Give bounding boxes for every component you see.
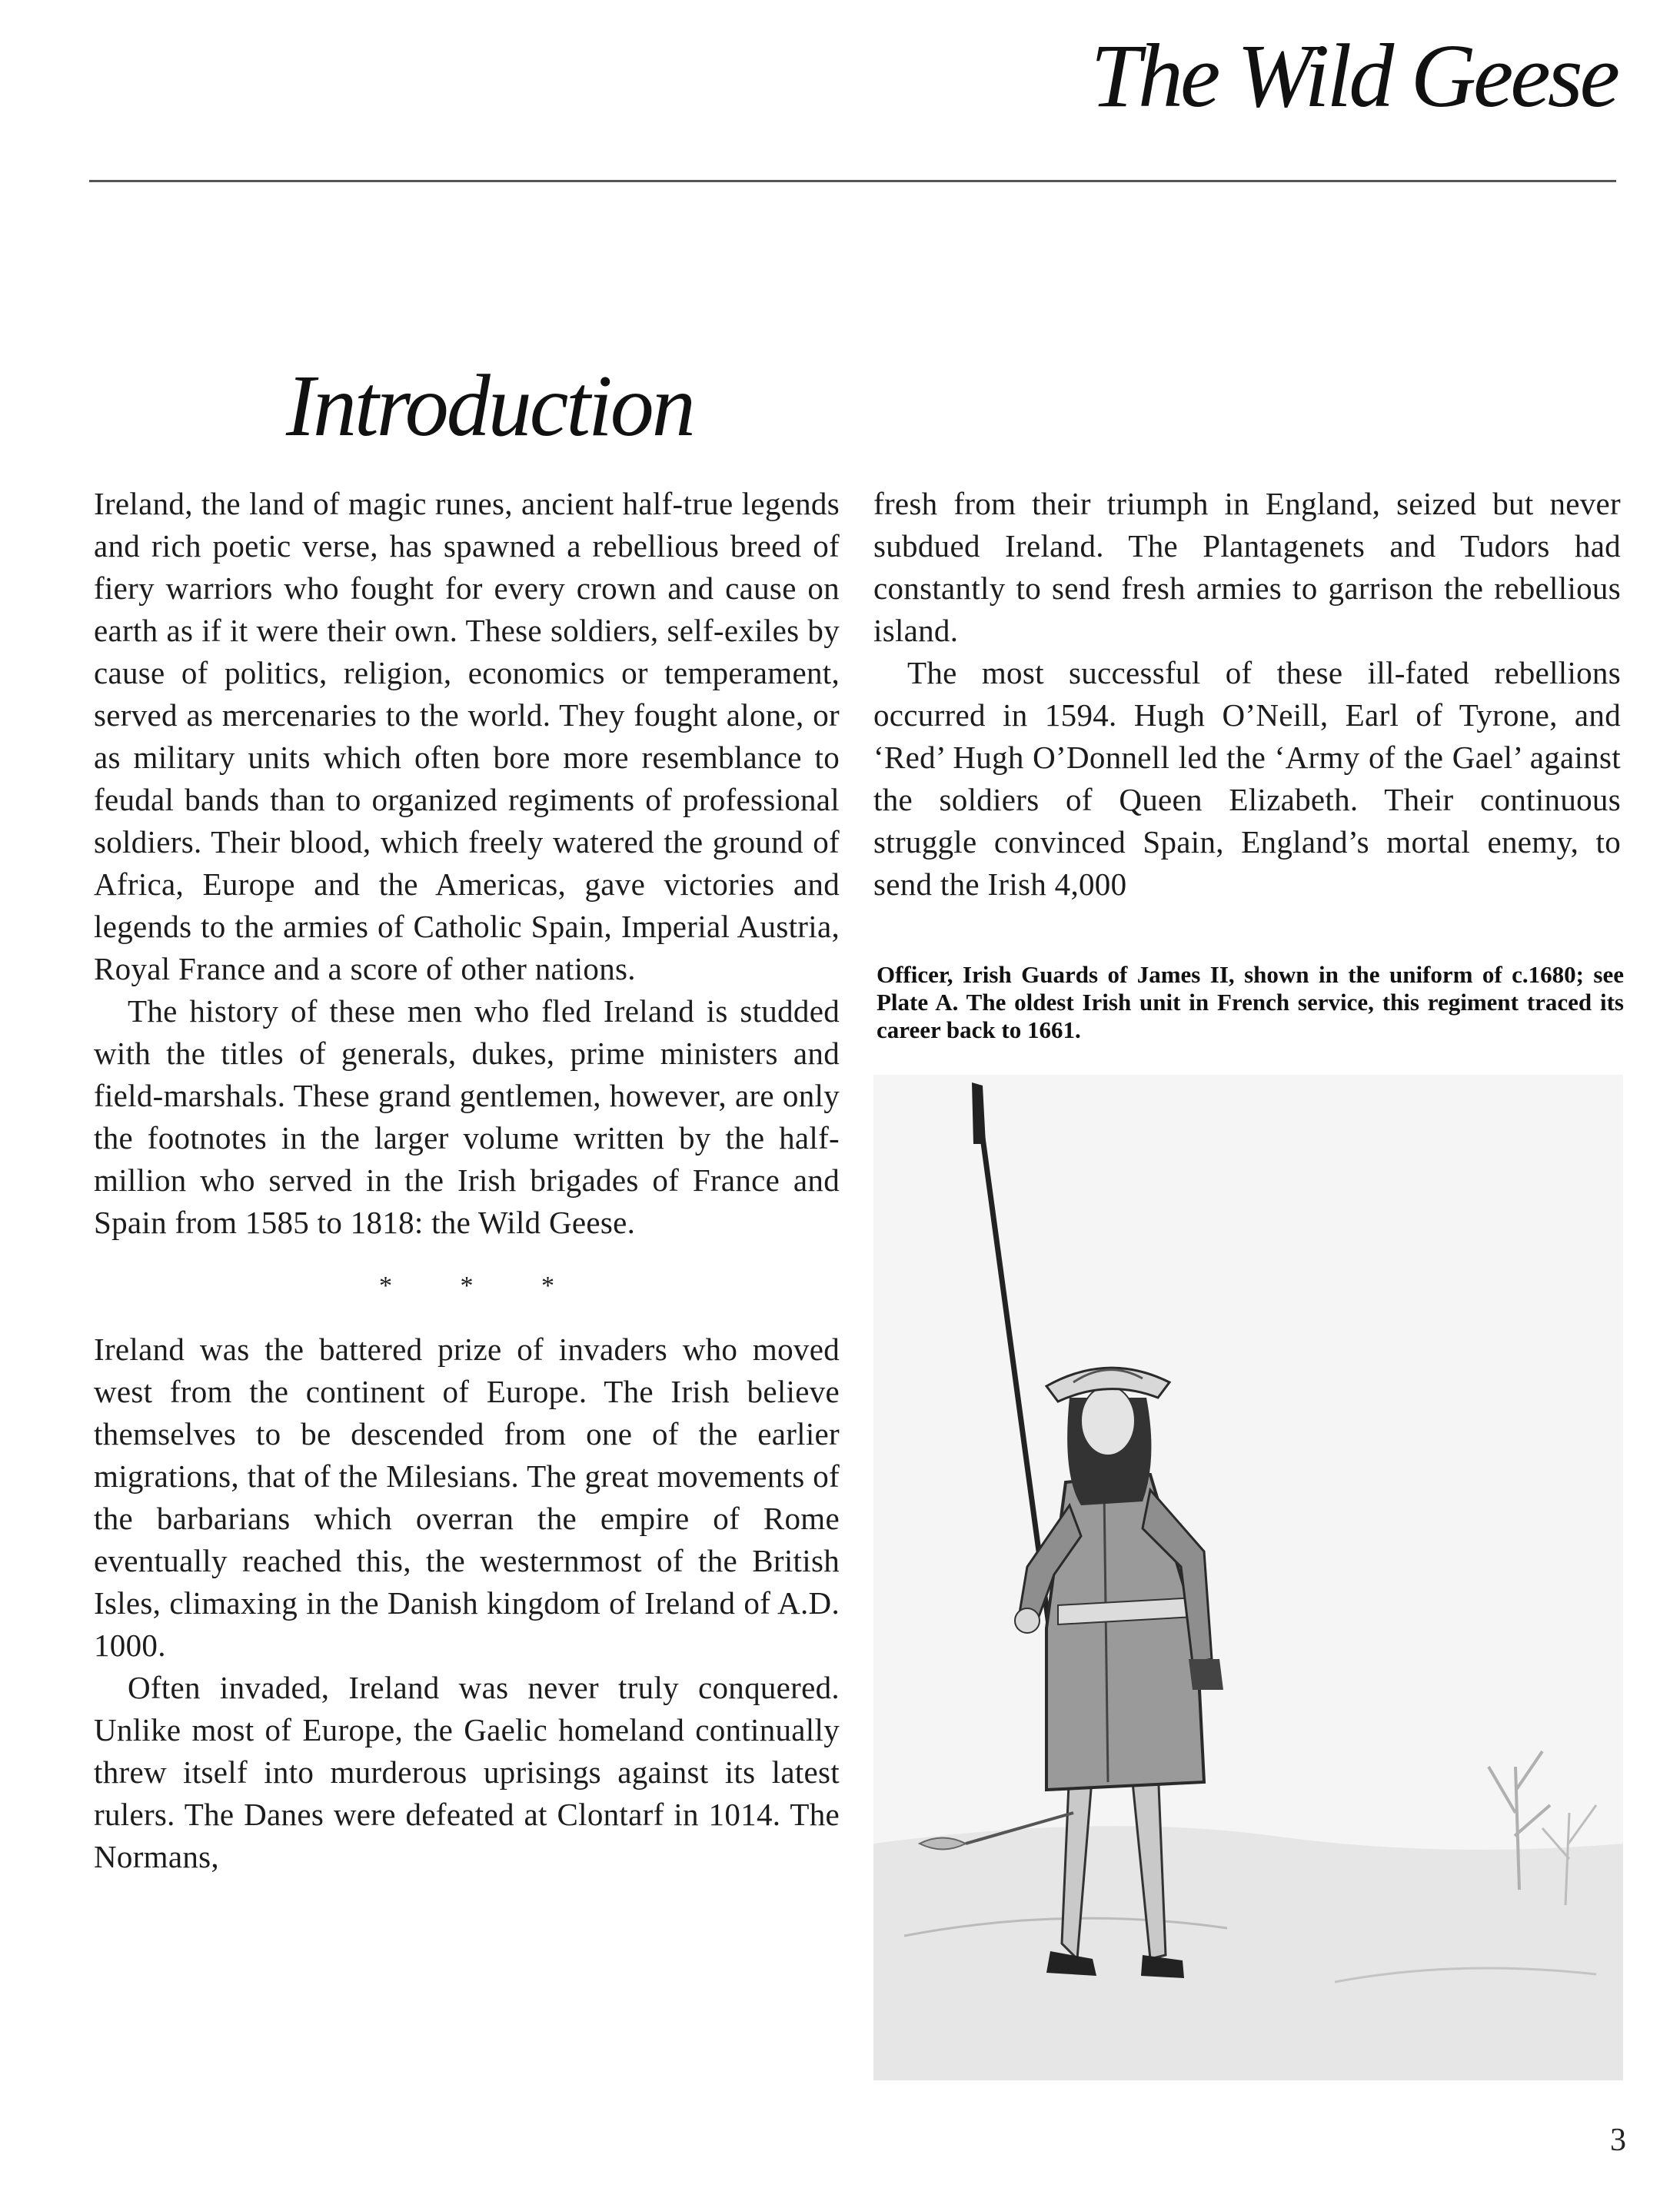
paragraph: The history of these men who fled Ireland is studded with the titles of generals, dukes, prime ministers and field-marshals. These grand gentlemen, however, are only the footnotes in the larger volume written by the half-million who served in the Irish brigades of France and Spain from 1585 to 1818: the Wild Geese. [94, 993, 840, 1240]
paragraph: Ireland, the land of magic runes, ancient half-true legends and rich poetic verse, has spawned a rebellious breed of fiery warriors who fought for every crown and cause on earth as if it were their own. These soldiers, self-exiles by cause of politics, religion, economics or temperament, served as mercenaries to the world. They fought alone, or as military units which often bore more resemblance to feudal bands than to organized regiments of professional soldiers. Their blood, which freely watered the ground of Africa, Europe and the Americas, gave victories and legends to the armies of Catholic Spain, Imperial Austria, Royal France and a score of other nations. [94, 486, 840, 986]
section-heading: Introduction [286, 357, 694, 454]
figure-caption: Officer, Irish Guards of James II, shown in the uniform of c.1680; see Plate A. The oldest Irish unit in French service, this regiment traced its career back to 1661. [877, 961, 1624, 1043]
page-number: 3 [1610, 2123, 1626, 2158]
officer-illustration [873, 1075, 1623, 2080]
officer-with-spontoon-illustration [873, 1075, 1623, 2080]
paragraph: The most successful of these ill-fated rebellions occurred in 1594. Hugh O’Neill, Earl of Tyrone, and ‘Red’ Hugh O’Donnell led the ‘Army of the Gael’ against the soldiers of Queen Elizabeth. Their continuous struggle convinced Spain, England’s mortal enemy, to send the Irish 4,000 [873, 655, 1621, 902]
right-column [873, 483, 1621, 906]
header-rule [89, 180, 1616, 182]
section-separator: * * * [379, 1272, 585, 1300]
paragraph: Often invaded, Ireland was never truly conquered. Unlike most of Europe, the Gaelic homeland continually threw itself into murderous uprisings against its latest rulers. The Danes were defeated at Clontarf in 1014. The Normans, [94, 1670, 840, 1874]
left-column [94, 483, 840, 1878]
running-title: The Wild Geese [1090, 25, 1617, 126]
paragraph: fresh from their triumph in England, seized but never subdued Ireland. The Plantagenets and Tudors had constantly to send fresh armies to garrison the rebellious island. [873, 486, 1621, 648]
paragraph: Ireland was the battered prize of invaders who moved west from the continent of Europe. The Irish believe themselves to be descended from one of the earlier migrations, that of the Milesians. The great movements of the barbarians which overran the empire of Rome eventually reached this, the westernmost of the British Isles, climaxing in the Danish kingdom of Ireland of A.D. 1000. [94, 1332, 840, 1663]
